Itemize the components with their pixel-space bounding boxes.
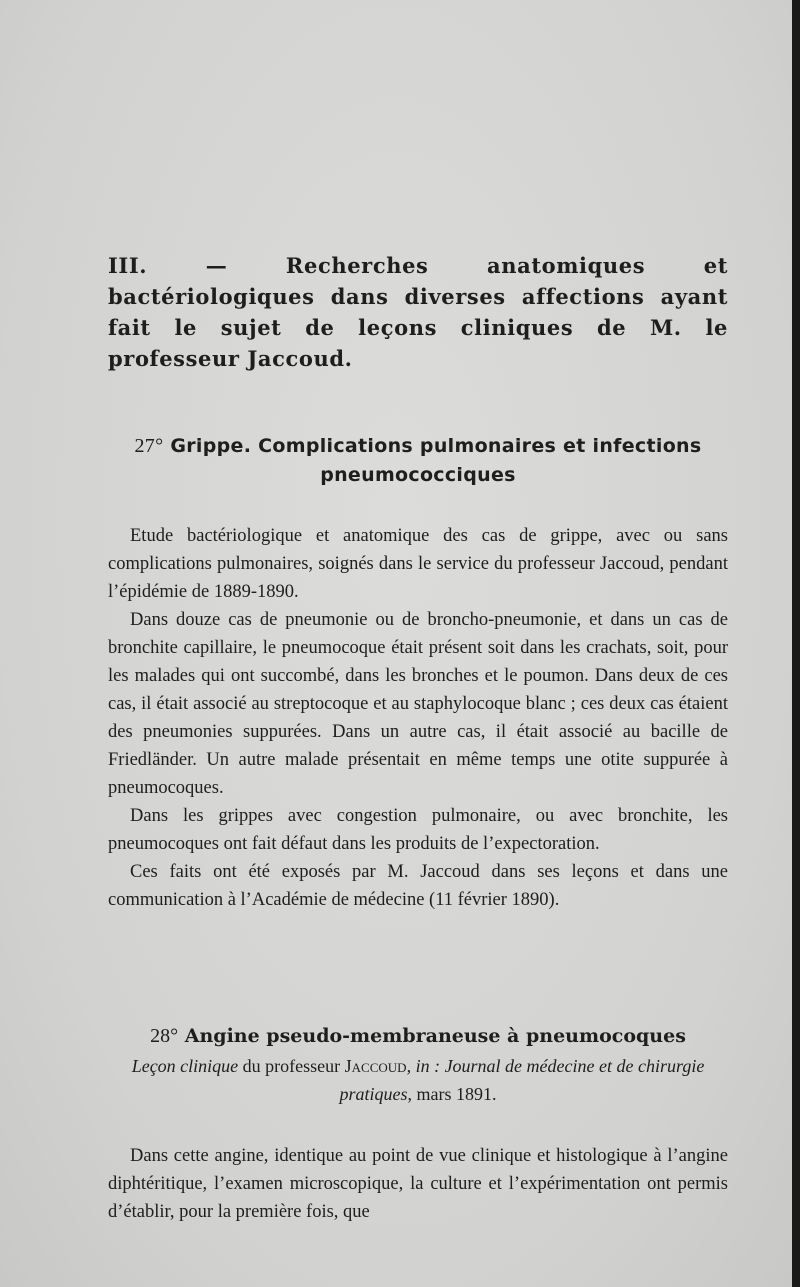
citation-date: , mars 1891. xyxy=(407,1084,497,1104)
subsection-28-citation xyxy=(108,1052,728,1108)
subsection-28-title: Angine pseudo-membraneuse à pneumocoques xyxy=(184,1025,686,1047)
subsection-27-heading xyxy=(108,432,728,490)
subsection-28-number: 28° xyxy=(150,1025,179,1047)
citation-journal: Journal de médecine et de chirurgie pratiques xyxy=(339,1056,705,1104)
paragraph: Dans cette angine, identique au point de vue clinique et histologique à l’angine diphtéritique, l’examen microscopique, la culture et l’expérimentation ont permis d’établir, pour la première fois, que xyxy=(108,1146,728,1222)
citation-in: , in : xyxy=(406,1056,445,1076)
citation-author: Jaccoud xyxy=(344,1056,407,1076)
subsection-28-body xyxy=(108,1142,728,1226)
subsection-27-title: Grippe. Complications pulmonaires et infections pneumococciques xyxy=(170,435,702,486)
subsection-28-heading xyxy=(108,1022,728,1050)
paragraph: Etude bactériologique et anatomique des cas de grippe, avec ou sans complications pulmonaires, soignés dans le service du professeur Jaccoud, pendant l’épidémie de 1889-1890. xyxy=(108,526,728,602)
subsection-27-body xyxy=(108,522,728,914)
citation-du: du professeur xyxy=(242,1056,341,1076)
citation-lecon: Leçon clinique xyxy=(131,1056,239,1076)
subsection-27-number: 27° xyxy=(134,435,164,457)
paragraph: Dans douze cas de pneumonie ou de broncho-pneumonie, et dans un cas de bronchite capillaire, le pneumocoque était présent soit dans les crachats, soit, pour les malades qui ont succombé, dans les bronches et le poumon. Dans deux de ces cas, il était associé au streptocoque et au staphylocoque blanc ; ces deux cas étaient des pneumonies suppurées. Dans un autre cas, il était associé au bacille de Friedländer. Un autre malade présentait en même temps une otite suppurée à pneumocoques. xyxy=(108,610,728,798)
section-title: III. — Recherches anatomiques et bactériologiques dans diverses affections ayant fait le sujet de leçons cliniques de M. le professeur Jaccoud. xyxy=(108,253,728,371)
paragraph: Ces faits ont été exposés par M. Jaccoud dans ses leçons et dans une communication à l’Académie de médecine (11 février 1890). xyxy=(108,862,728,910)
paragraph: Dans les grippes avec congestion pulmonaire, ou avec bronchite, les pneumocoques ont fait défaut dans les produits de l’expectoration. xyxy=(108,806,728,854)
